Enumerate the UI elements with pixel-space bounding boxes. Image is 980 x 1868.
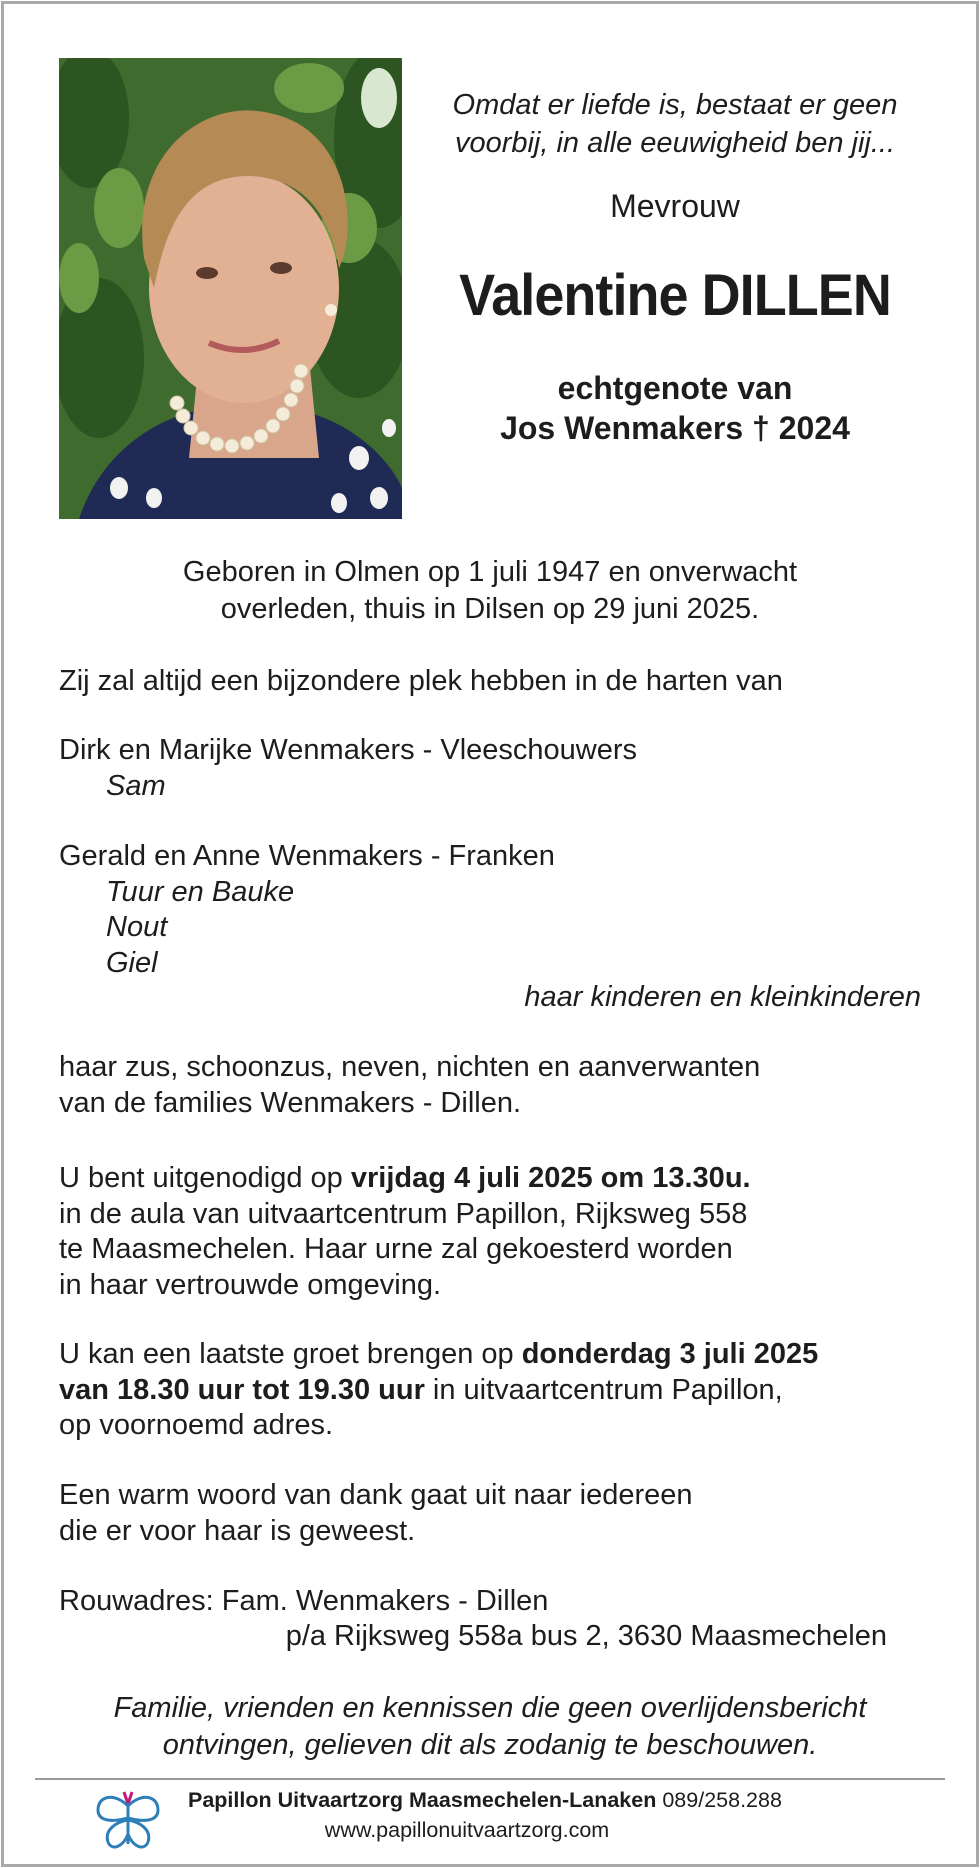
visitation-line-1 [59,1337,818,1373]
family-parents: Gerald en Anne Wenmakers - Franken [59,840,555,872]
family-parents: Dirk en Marijke Wenmakers - Vleeschouwers [59,734,638,766]
footer-divider [35,1778,945,1780]
quote-line-2: voorbij, in alle eeuwigheid ben jij... [454,127,896,159]
birth-death-info [59,554,921,628]
visitation-text [59,1337,818,1444]
thanks-text [59,1478,693,1549]
intro-text: Zij zal altijd een bijzondere plek hebben in de harten van [59,665,783,697]
mourning-address-line-2: p/a Rijksweg 558a bus 2, 3630 Maasmechelen [285,1620,887,1652]
closing-line-2: ontvingen, gelieven dit als zodanig te beschouwen. [162,1729,818,1761]
funeral-home-info [188,1788,782,1813]
ceremony-line-4: in haar vertrouwde omgeving. [59,1268,442,1301]
ceremony-text [59,1161,751,1303]
visitation-date: donderdag 3 juli 2025 [521,1338,819,1370]
butterfly-logo-icon [94,1782,162,1854]
death-line: overleden, thuis in Dilsen op 29 juni 2025. [220,593,760,625]
grandchild-name: Giel [106,946,158,979]
thanks-line-2: die er voor haar is geweest. [59,1514,416,1547]
grandchild-name: Sam [106,769,166,802]
ceremony-line-3: te Maasmechelen. Haar urne zal gekoesterd worden [59,1233,733,1265]
relatives-line-2: van de families Wenmakers - Dillen. [59,1086,522,1119]
birth-line: Geboren in Olmen op 1 juli 1947 en onverwacht [182,556,798,588]
closing-line-1: Familie, vrienden en kennissen die geen overlijdensbericht [113,1692,867,1724]
visitation-rest: in uitvaartcentrum Papillon, [424,1373,783,1406]
family-block [59,839,555,981]
ceremony-line-1 [59,1161,751,1197]
salutation: Mevrouw [610,188,740,224]
visitation-lead: U kan een laatste groet brengen op [59,1338,522,1370]
quote-line-1: Omdat er liefde is, bestaat er geen [452,89,898,121]
deceased-name: Valentine DILLEN [459,263,891,328]
grandchild-name: Nout [106,911,168,943]
visitation-line-2 [59,1373,818,1409]
funeral-home-name: Papillon Uitvaartzorg Maasmechelen-Lanaken [188,1788,657,1812]
spouse-info [410,368,940,448]
funeral-home-phone: 089/258.288 [656,1788,782,1812]
thanks-line-1: Een warm woord van dank gaat uit naar iedereen [59,1479,693,1511]
ceremony-line-2: in de aula van uitvaartcentrum Papillon, Rijksweg 558 [59,1197,748,1230]
family-block [59,733,637,804]
mourning-address-line-1: Rouwadres: Fam. Wenmakers - Dillen [59,1585,549,1617]
ceremony-lead: U bent uitgenodigd op [59,1162,351,1194]
visitation-line-3: op voornoemd adres. [59,1409,334,1441]
portrait-photo [59,58,402,519]
ceremony-datetime: vrijdag 4 juli 2025 om 13.30u. [350,1162,751,1194]
children-label: haar kinderen en kleinkinderen [524,981,921,1013]
relatives-text [59,1050,760,1121]
relatives-line-1: haar zus, schoonzus, neven, nichten en aanverwanten [59,1051,761,1083]
memorial-quote [410,86,940,162]
grandchild-name: Tuur en Bauke [106,875,295,908]
funeral-home-website[interactable]: www.papillonuitvaartzorg.com [324,1818,610,1842]
spouse-line-2: Jos Wenmakers † 2024 [500,410,850,446]
spouse-line-1: echtgenote van [557,370,793,406]
visitation-time: van 18.30 uur tot 19.30 uur [59,1373,425,1406]
closing-note [59,1690,921,1764]
